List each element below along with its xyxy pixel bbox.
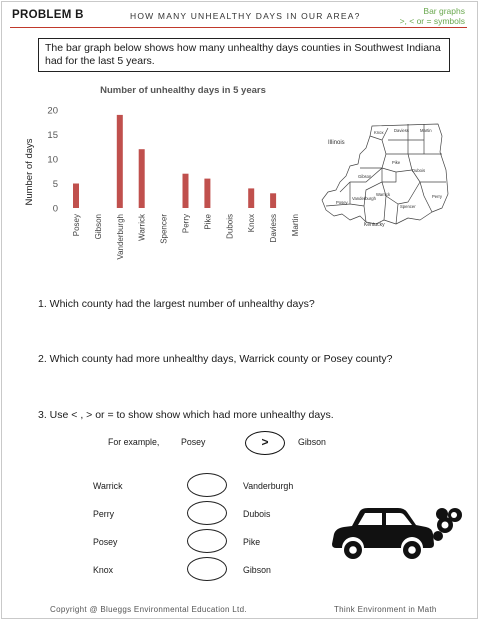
comparison-1-answer-oval[interactable] [187,473,227,497]
example-symbol-oval: > [245,431,285,455]
y-axis-label: Number of days [24,138,35,206]
map-label-pike: Pike [392,160,401,165]
comparison-4-answer-oval[interactable] [187,557,227,581]
problem-title: PROBLEM B [12,9,84,21]
y-tick-label: 10 [47,154,58,166]
map-label-gibson: Gibson [358,174,372,179]
map-label-dubois: Dubois [412,168,426,173]
map-label-vanderburgh: Vanderburgh [352,196,376,201]
map-label-kentucky: Kentucky [364,222,385,228]
question-2: 2. Which county had more unhealthy days, Warrick county or Posey county? [38,353,393,365]
topic-tag [400,6,465,26]
map-label-daviess: Daviess [394,128,409,133]
map-label-spencer: Spencer [400,204,416,209]
x-tick-label: Vanderburgh [115,214,125,260]
example-left-county: Posey [181,437,206,447]
footer-copyright: Copyright @ Blueggs Environmental Education Ltd. [50,605,247,614]
map-label-martin: Martin [420,128,432,133]
bars [73,115,276,208]
chart-title: Number of unhealthy days in 5 years [100,85,266,96]
comparison-4-left: Knox [93,565,114,575]
y-tick-label: 15 [47,130,58,141]
bar-warrick [139,149,145,208]
question-3: 3. Use < , > or = to show show which had more unhealthy days. [38,409,334,421]
map-label-posey: Posey [336,200,348,205]
x-tick-label: Perry [181,214,191,234]
y-ticks [47,106,58,215]
map-label-illinois: Illinois [328,140,345,146]
map-label-warrick: Warrick [376,192,391,197]
comparison-3-right: Pike [243,537,261,547]
bar-pike [204,179,210,208]
comparison-1-left: Warrick [93,481,123,491]
map-label-knox: Knox [374,130,384,135]
bar-daviess [270,193,276,208]
x-tick-label: Martin [291,214,300,237]
x-tick-label: Dubois [225,214,235,239]
car-pollution-icon [326,500,466,570]
bar-chart [18,82,318,272]
x-tick-label: Spencer [159,214,169,244]
comparison-2-left: Perry [93,509,115,519]
footer-tagline: Think Environment in Math [334,605,437,614]
comparison-3-answer-oval[interactable] [187,529,227,553]
x-tick-label: Gibson [93,214,103,240]
example-label: For example, [108,437,160,447]
x-tick-label: Pike [203,214,213,230]
bar-knox [248,188,254,208]
x-tick-label: Posey [72,214,81,237]
y-tick-label: 20 [47,105,58,117]
bar-perry [183,174,189,208]
comparison-3-left: Posey [93,537,118,547]
y-tick-label: 5 [52,179,58,190]
bar-vanderburgh [117,115,123,208]
comparison-4-right: Gibson [243,565,271,575]
comparison-1-right: Vanderburgh [243,481,294,491]
comparison-2-right: Dubois [243,509,271,519]
problem-subtitle: HOW MANY UNHEALTHY DAYS IN OUR AREA? [130,11,361,21]
x-ticks [72,213,300,260]
intro-box: The bar graph below shows how many unhealthy days counties in Southwest Indiana had for the last 5 years. [38,38,450,72]
topic-tag-line2: >, < or = symbols [399,16,465,26]
example-right-county: Gibson [298,437,326,447]
x-tick-label: Knox [247,214,257,233]
comparison-2-answer-oval[interactable] [187,501,227,525]
x-tick-label: Daviess [269,214,279,243]
county-map [316,120,450,232]
header-divider [10,27,467,28]
y-tick-label: 0 [52,203,58,215]
bar-posey [73,184,79,209]
county-borders [326,124,446,224]
map-label-perry: Perry [432,194,443,199]
question-1: 1. Which county had the largest number of unhealthy days? [38,298,315,310]
x-tick-label: Warrick [137,214,147,241]
topic-tag-line1: Bar graphs [423,6,465,16]
